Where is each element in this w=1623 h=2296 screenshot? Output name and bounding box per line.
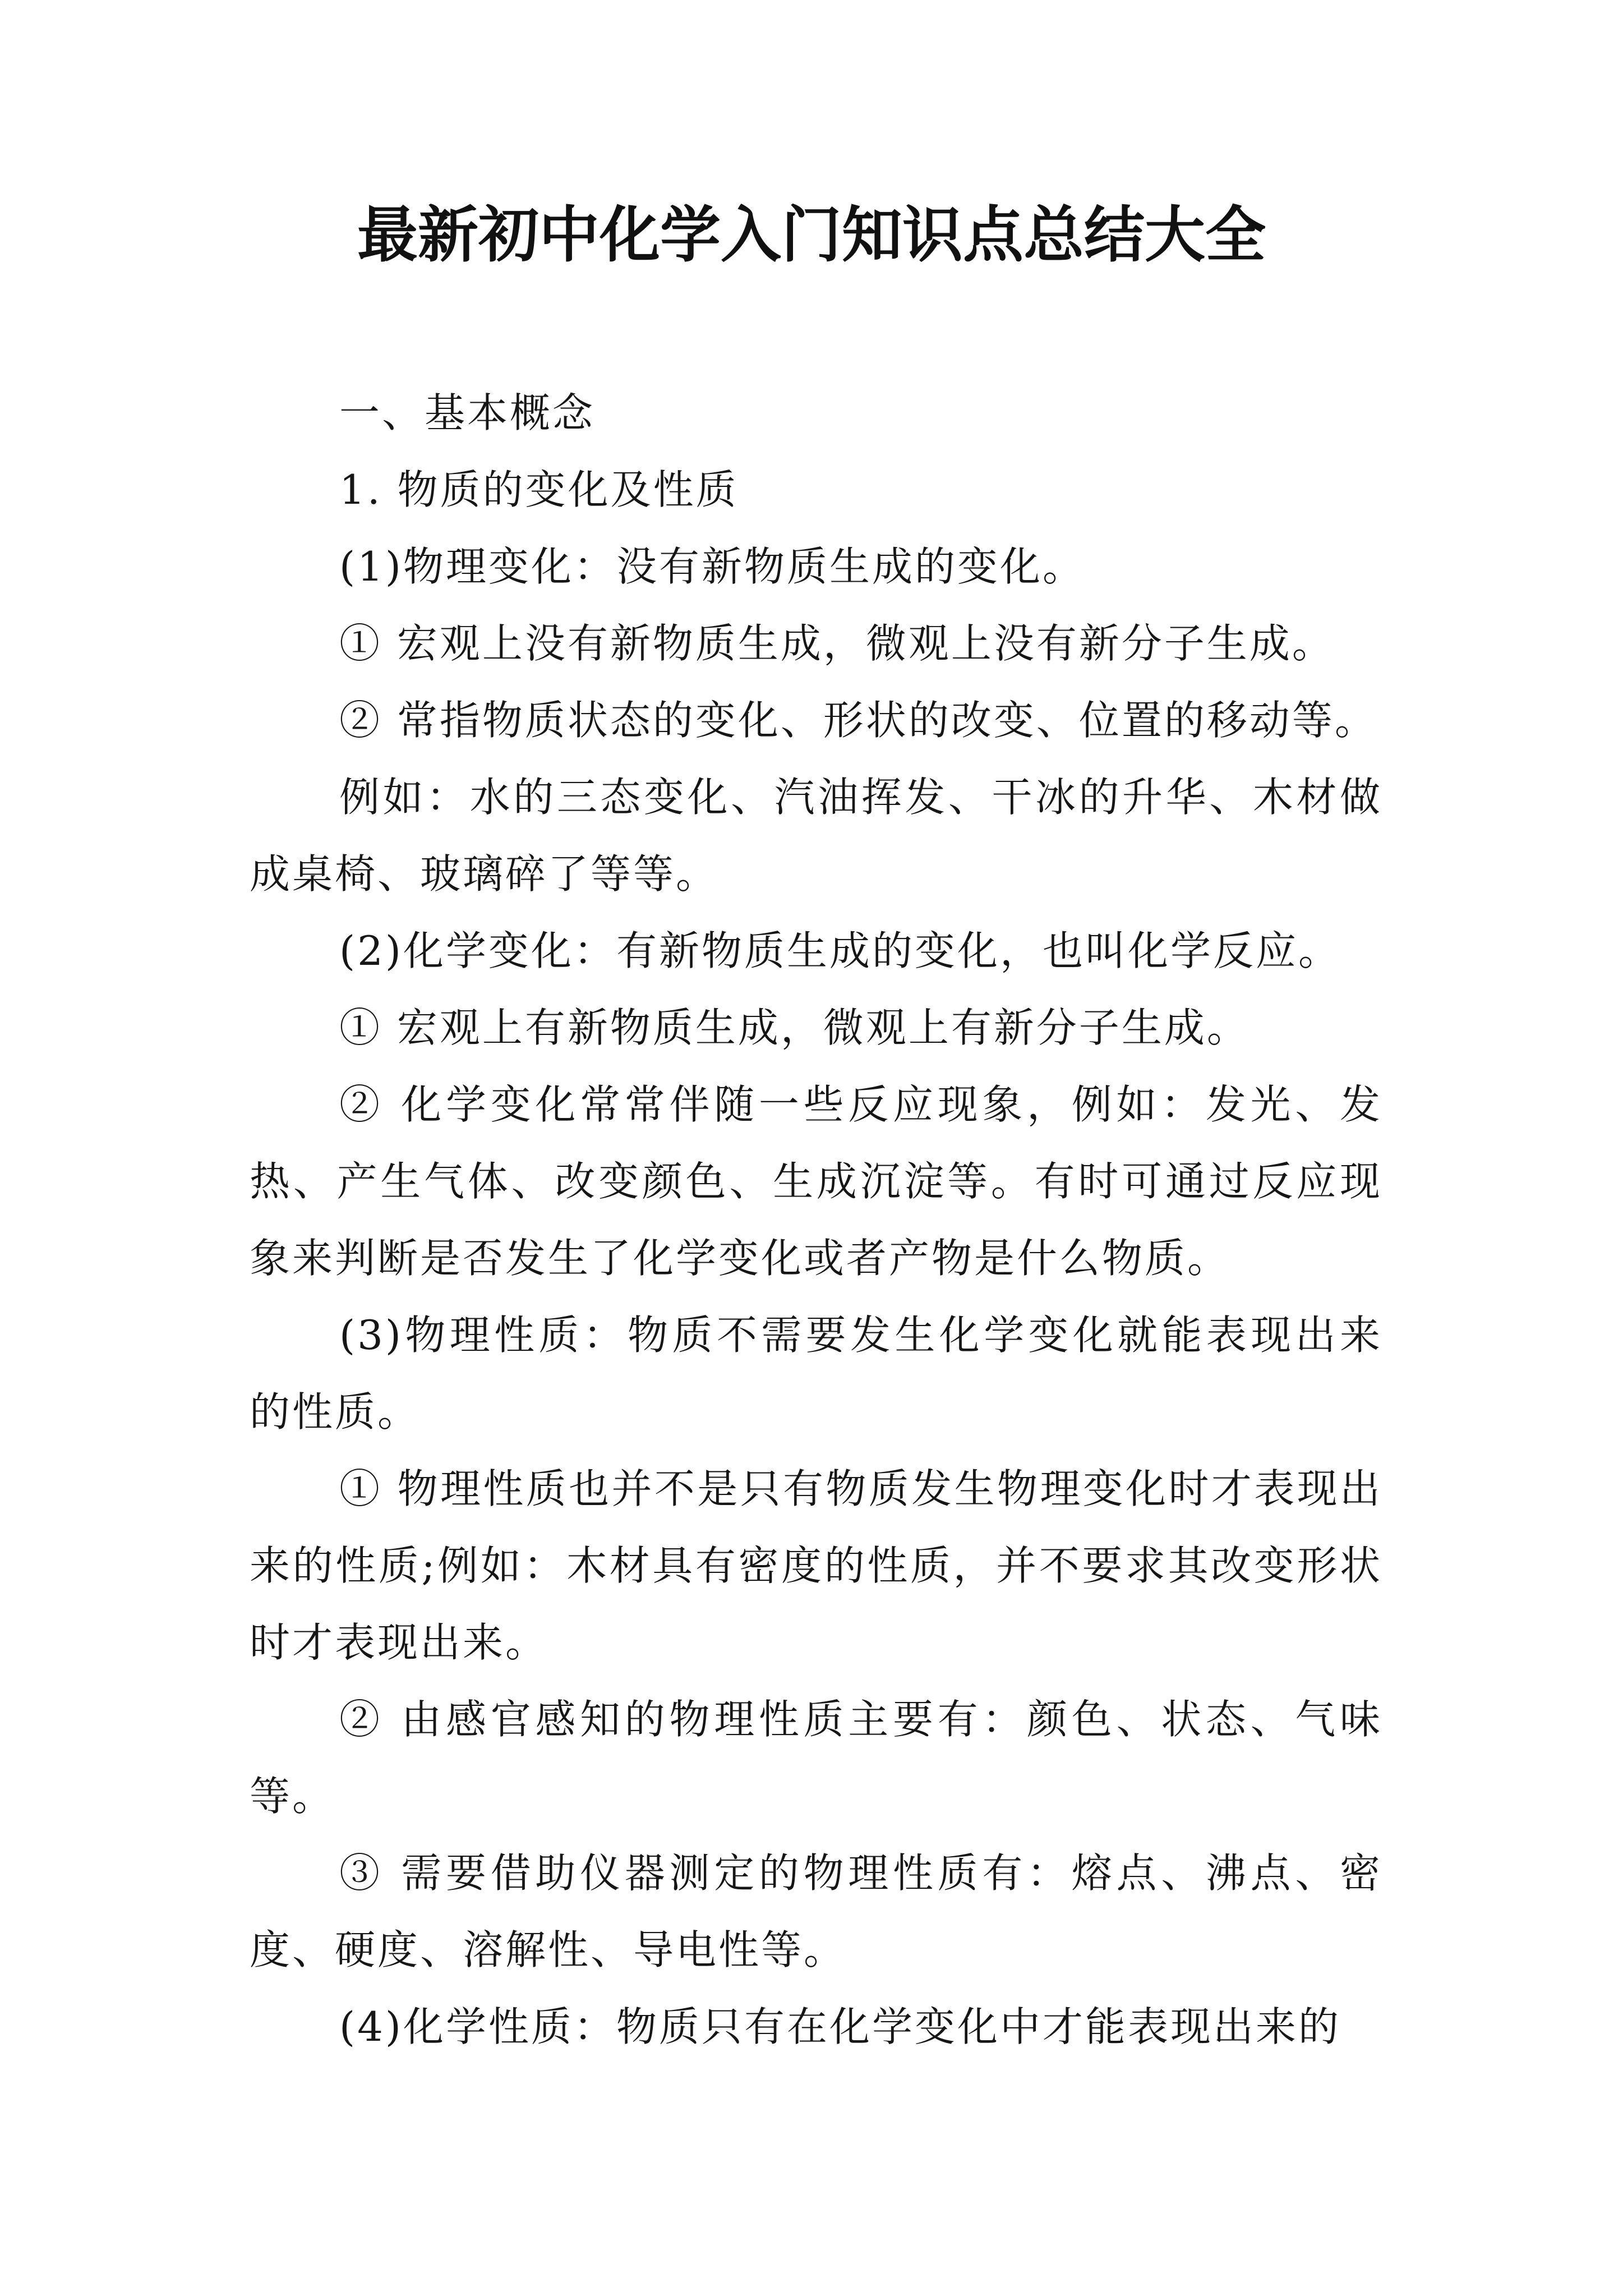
document-body <box>250 375 1382 2065</box>
paragraph-chemical-change-point-2: ② 化学变化常常伴随一些反应现象，例如：发光、发热、产生气体、改变颜色、生成沉淀等。有时可通过反应现象来判断是否发生了化学变化或者产物是什么物质。 <box>250 1081 1382 1282</box>
paragraph-physical-change-point-2: ② 常指物质状态的变化、形状的改变、位置的移动等。 <box>339 697 1377 744</box>
paragraph-chemical-property: (4)化学性质：物质只有在化学变化中才能表现出来的 <box>339 2003 1341 2050</box>
paragraph-physical-property-point-1: ① 物理性质也并不是只有物质发生物理变化时才表现出来的性质;例如：木材具有密度的性质，并不要求其改变形状时才表现出来。 <box>250 1465 1382 1666</box>
subheading-matter-change-properties: 1. 物质的变化及性质 <box>339 466 739 513</box>
paragraph-physical-change-point-1: ① 宏观上没有新物质生成，微观上没有新分子生成。 <box>339 620 1335 667</box>
paragraph-physical-property-point-3: ③ 需要借助仪器测定的物理性质有：熔点、沸点、密度、硬度、溶解性、导电性等。 <box>250 1849 1382 1973</box>
paragraph-physical-property: (3)物理性质：物质不需要发生化学变化就能表现出来的性质。 <box>250 1312 1382 1435</box>
paragraph-physical-property-point-2: ② 由感官感知的物理性质主要有：颜色、状态、气味等。 <box>250 1696 1382 1820</box>
paragraph-physical-change: (1)物理变化：没有新物质生成的变化。 <box>339 543 1085 590</box>
paragraph-physical-change-examples: 例如：水的三态变化、汽油挥发、干冰的升华、木材做成桌椅、玻璃碎了等等。 <box>250 774 1382 898</box>
heading-basic-concepts: 一、基本概念 <box>339 389 596 436</box>
document-title: 最新初中化学入门知识点总结大全 <box>357 200 1266 270</box>
paragraph-chemical-change: (2)化学变化：有新物质生成的变化，也叫化学反应。 <box>339 927 1341 974</box>
paragraph-chemical-change-point-1: ① 宏观上有新物质生成，微观上有新分子生成。 <box>339 1004 1249 1051</box>
